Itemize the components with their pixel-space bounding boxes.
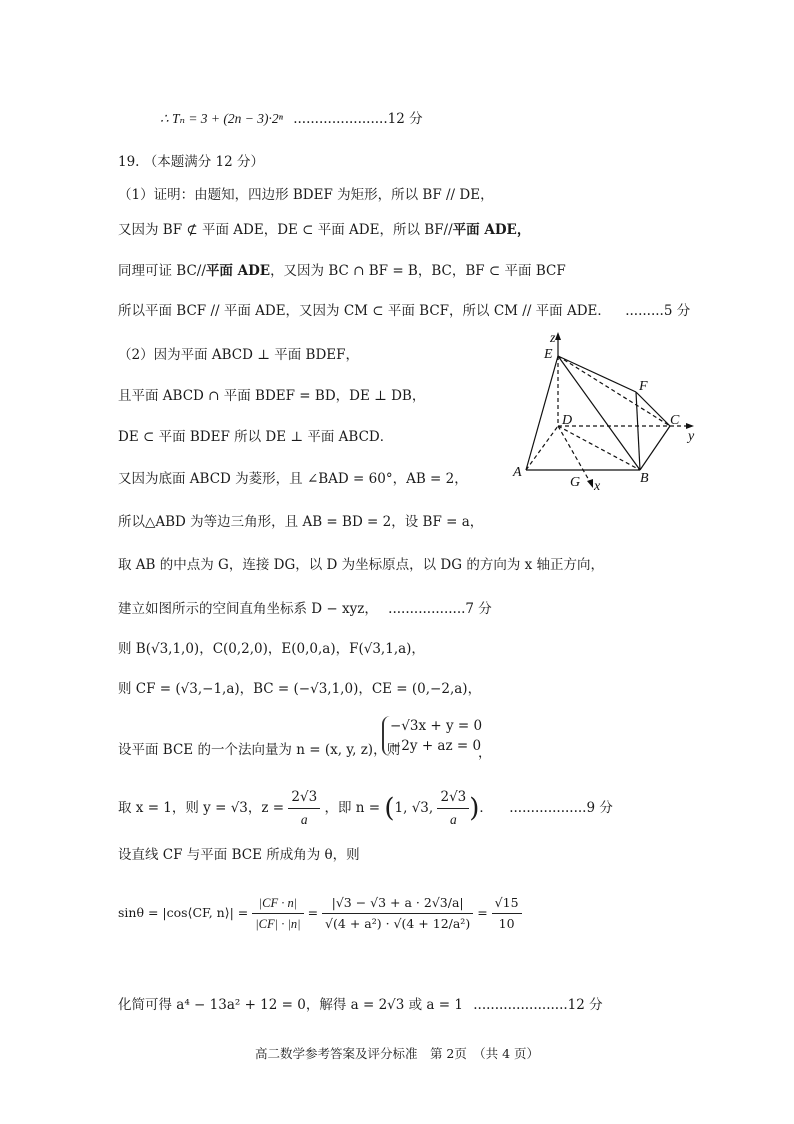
part1-line3-bold: 平面 ADE — [205, 263, 271, 279]
z-fraction — [288, 786, 320, 831]
sine-f2-num: |√3 − √3 + a · 2√3/a| — [322, 893, 473, 914]
sine-fraction-2 — [322, 893, 473, 934]
part2-line4: 又因为底面 ABCD 为菱形，且 ∠BAD = 60°，AB = 2， — [118, 471, 468, 487]
label-D: D — [562, 413, 573, 428]
n-vector-components: 1, √3, — [394, 800, 434, 816]
label-x: x — [594, 479, 601, 494]
page-footer: 高二数学参考答案及评分标准 第 2页 （共 4 页） — [254, 1046, 540, 1061]
sine-formula — [118, 893, 522, 934]
angle-line: 设直线 CF 与平面 BCE 所成角为 θ，则 — [118, 847, 360, 863]
sine-eq-2: = — [477, 905, 488, 920]
sine-f1-num: |CF · n| — [252, 893, 303, 914]
sine-lhs: sinθ = |cos⟨CF, n⟩| = — [118, 905, 249, 920]
part1-line2-text: 又因为 BF ⊄ 平面 ADE，DE ⊂ 平面 ADE，所以 BF// — [118, 222, 453, 238]
final-line — [118, 996, 603, 1014]
part2-line2: 且平面 ABCD ∩ 平面 BDEF = BD，DE ⊥ DB， — [118, 388, 426, 404]
edge-EA — [526, 356, 558, 470]
equation-system — [382, 716, 482, 756]
sine-f2-den: √(4 + a²) · √(4 + 12/a²) — [325, 916, 471, 931]
part1-line4-text: 所以平面 BCF // 平面 ADE，又因为 CM ⊂ 平面 BCF，所以 CM // 平面 ADE． — [118, 303, 611, 319]
take-x-period: ． — [479, 800, 493, 816]
label-E: E — [544, 347, 553, 362]
sine-fraction-1 — [252, 893, 303, 934]
part2-line3: DE ⊂ 平面 BDEF 所以 DE ⊥ 平面 ABCD． — [118, 429, 394, 445]
take-x-line — [118, 786, 613, 831]
edge-EC — [558, 356, 670, 426]
part1-line3 — [118, 262, 566, 280]
part1-line3-text-b: ，又因为 BC ∩ BF = B，BC，BF ⊂ 平面 BCF — [270, 263, 566, 279]
part1-line3-text-a: 同理可证 BC// — [118, 263, 206, 279]
tn-formula: ∴ Tₙ = 3 + (2n − 3)·2ⁿ — [160, 111, 283, 126]
label-y: y — [688, 429, 695, 444]
part1-line4 — [118, 302, 690, 320]
sine-f3-num: √15 — [492, 893, 522, 914]
sine-eq-1: = — [307, 905, 319, 920]
paren-close: ) — [469, 793, 480, 824]
score-5: .........5 分 — [625, 303, 691, 319]
label-z: z — [550, 331, 556, 346]
edge-FC — [636, 392, 670, 426]
n-fraction-den: a — [450, 812, 457, 827]
edge-DB — [558, 426, 640, 470]
n-vector-fraction — [437, 786, 469, 831]
part2-line1: （2）因为平面 ABCD ⊥ 平面 BDEF， — [118, 347, 359, 363]
part2-line7 — [118, 600, 492, 618]
part1-line2 — [118, 221, 530, 239]
axis-x — [558, 426, 590, 482]
arrow-z — [555, 332, 561, 340]
z-fraction-den: a — [300, 812, 308, 827]
sine-fraction-3 — [492, 893, 522, 934]
coordinates-line: 则 B(√3,1,0)，C(0,2,0)，E(0,0,a)，F(√3,1,a)， — [118, 641, 425, 657]
sine-f3-den: 10 — [498, 916, 515, 931]
normal-vector-line: 设平面 BCE 的一个法向量为 n = (x, y, z)，则 — [118, 742, 401, 758]
label-B: B — [640, 471, 649, 486]
geometry-figure — [508, 330, 718, 498]
system-eq-1: −√3x + y = 0 — [390, 718, 483, 734]
label-C: C — [670, 413, 680, 428]
tn-line — [160, 110, 423, 128]
n-vector-label: ，即 n = — [324, 800, 381, 816]
part2-line7-text: 建立如图所示的空间直角坐标系 D − xyz， — [118, 601, 378, 617]
take-x-text: 取 x = 1，则 y = √3，z = — [118, 800, 285, 816]
part1-line2-bold: 平面 ADE， — [452, 222, 531, 238]
paren-open: ( — [384, 793, 395, 824]
score-12: ......................12 分 — [473, 997, 603, 1013]
system-eq-2: −2y + az = 0 — [390, 738, 482, 754]
label-F: F — [639, 379, 648, 394]
edge-AD — [526, 426, 558, 470]
score-7: ..................7 分 — [388, 601, 492, 617]
label-A: A — [513, 465, 522, 480]
sine-f1-den: |CF| · |n| — [255, 917, 301, 931]
vectors-line: 则 CF = (√3,−1,a)，BC = (−√3,1,0)，CE = (0,−2,a)， — [118, 681, 482, 697]
arrow-x — [587, 479, 593, 488]
edge-EF — [558, 356, 636, 392]
question-19-title: 19. （本题满分 12 分） — [118, 154, 265, 170]
final-text: 化简可得 a⁴ − 13a² + 12 = 0，解得 a = 2√3 或 a = 1 — [118, 997, 463, 1013]
score-9: ..................9 分 — [509, 800, 613, 816]
score-12-first: ......................12 分 — [293, 111, 423, 127]
part2-line5: 所以△ABD 为等边三角形，且 AB = BD = 2，设 BF = a， — [118, 514, 484, 530]
part1-line1: （1）证明：由题知，四边形 BDEF 为矩形，所以 BF // DE， — [118, 187, 494, 203]
n-fraction-num: 2√3 — [437, 786, 469, 809]
system-tail: ， — [478, 745, 492, 761]
edge-FB — [636, 392, 640, 470]
z-fraction-num: 2√3 — [288, 786, 320, 809]
part2-line6: 取 AB 的中点为 G，连接 DG，以 D 为坐标原点，以 DG 的方向为 x 轴正方向， — [118, 557, 605, 573]
label-G: G — [570, 475, 581, 490]
edge-BC — [640, 426, 670, 470]
